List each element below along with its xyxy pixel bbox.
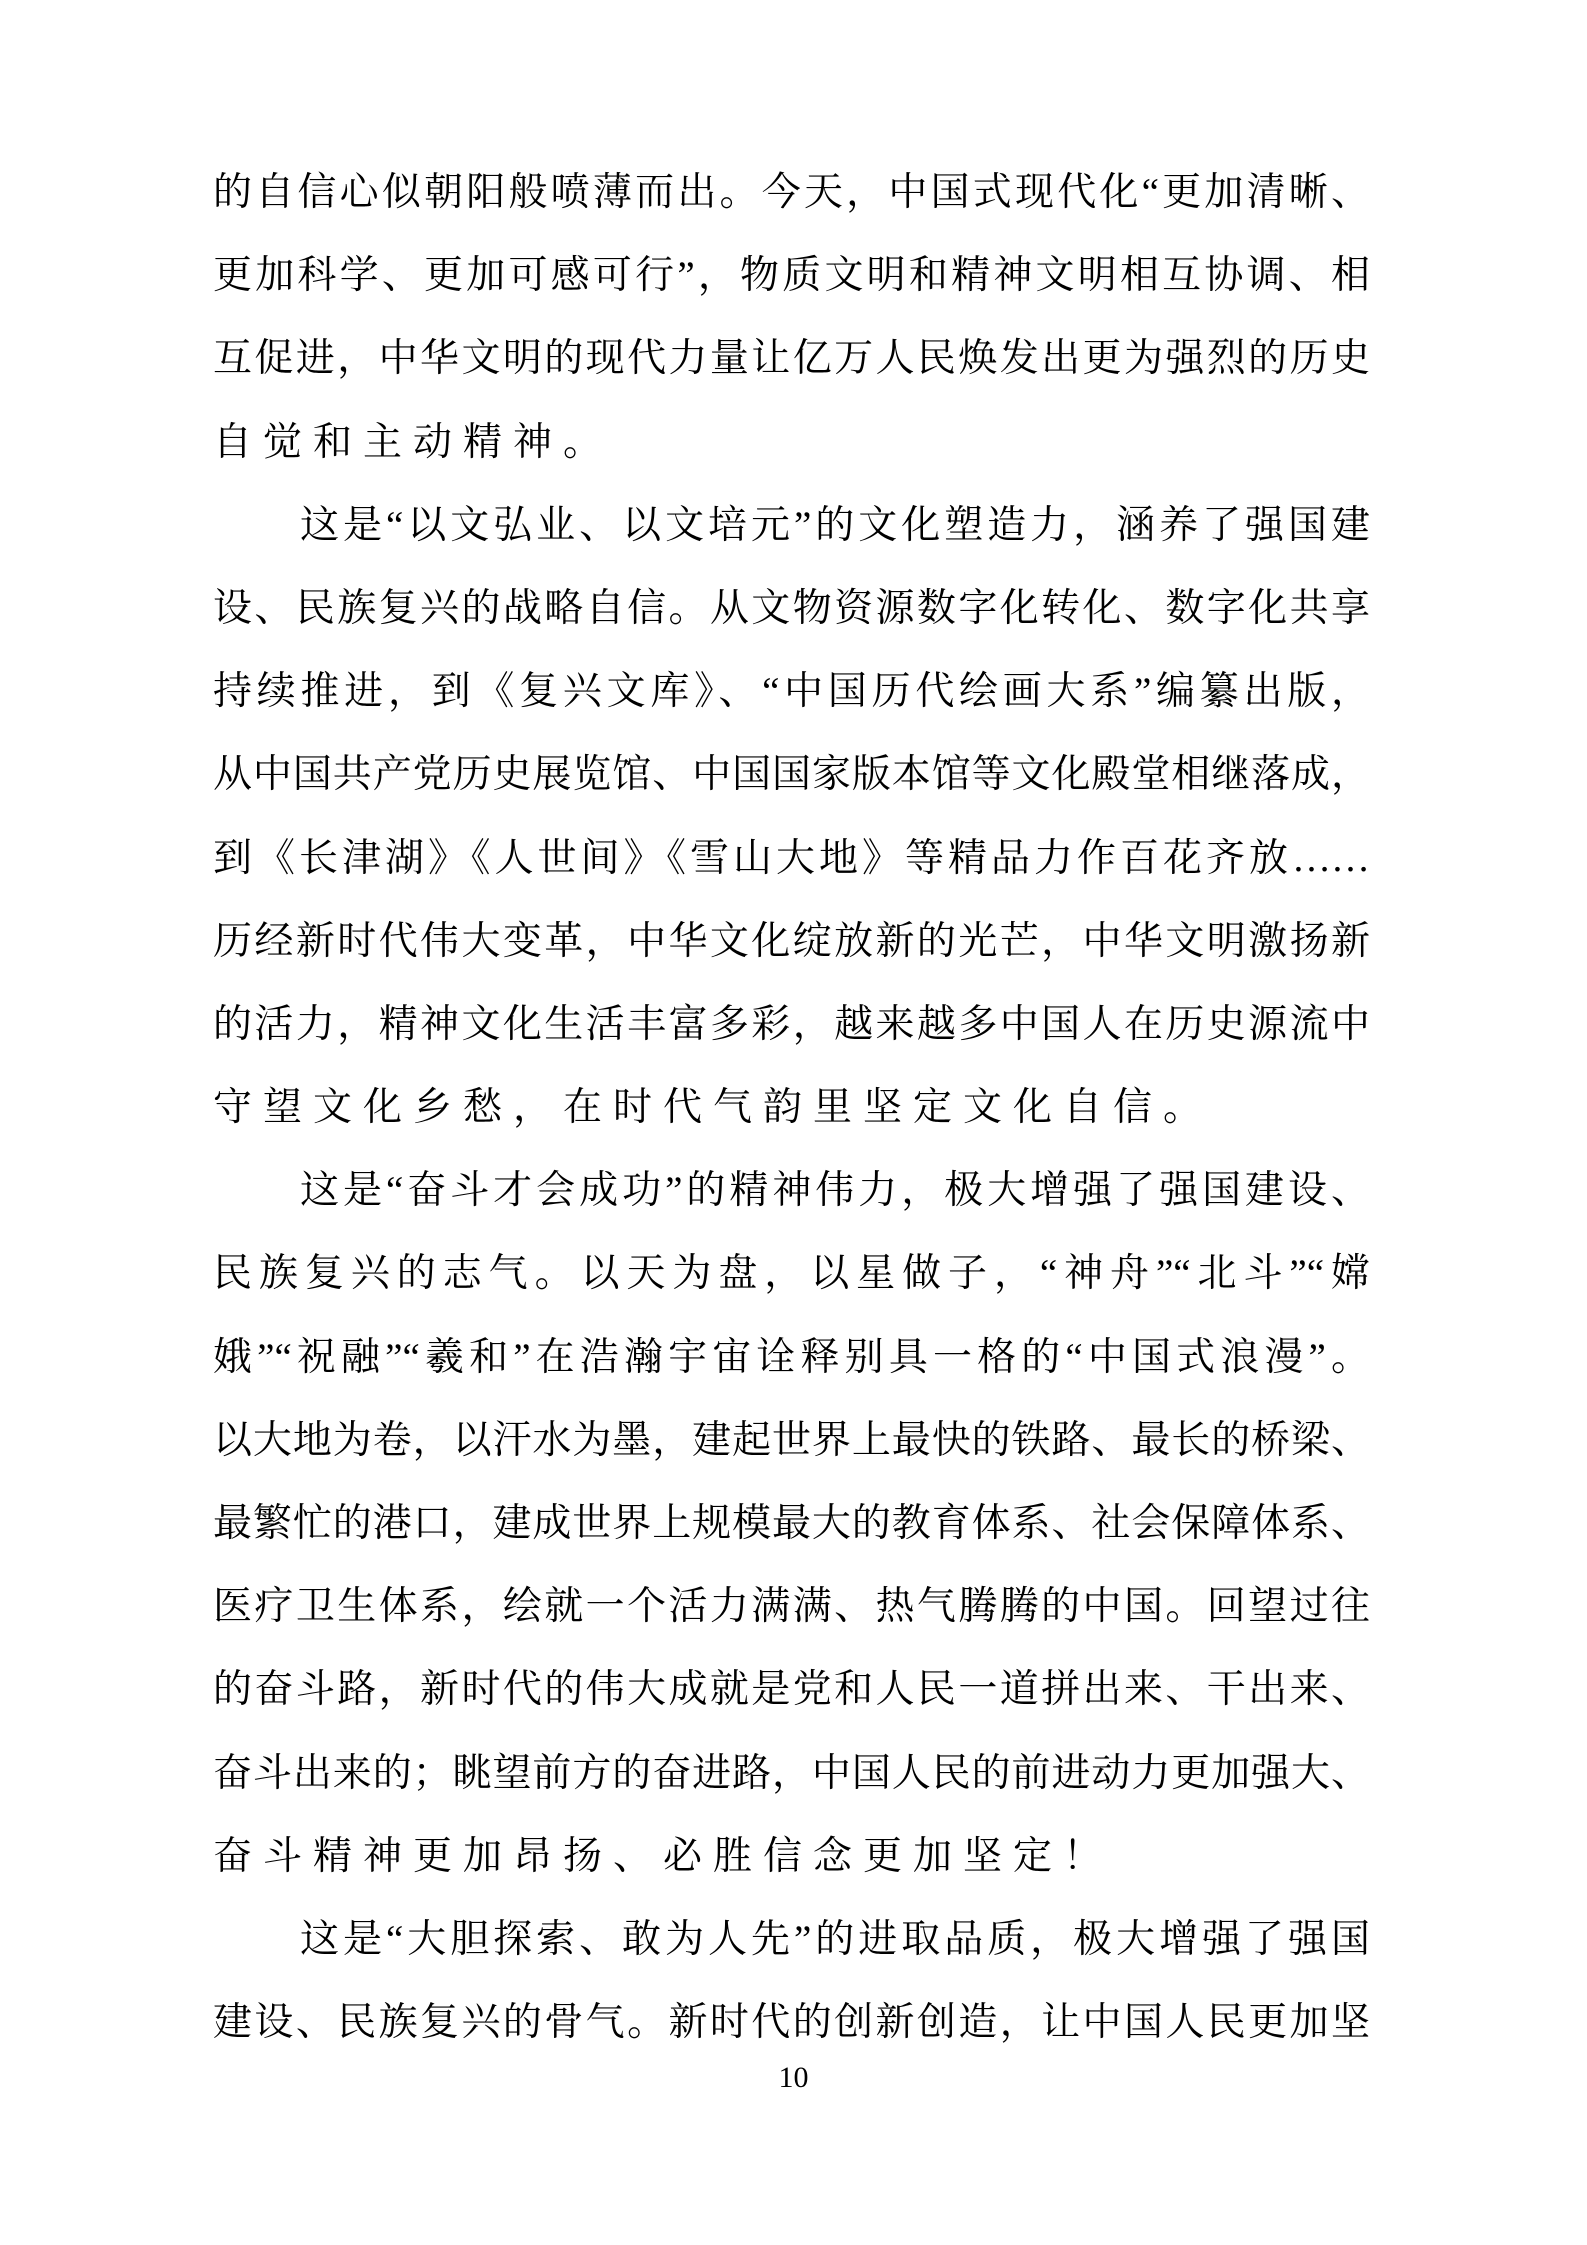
text-line: 奋斗精神更加昂扬、必胜信念更加坚定！ xyxy=(213,1834,1114,1878)
text-line: 的自信心似朝阳般喷薄而出。今天，中国式现代化“更加清晰、 xyxy=(213,171,1370,214)
text-line: 从中国共产党历史展览馆、中国国家版本馆等文化殿堂相继落成， xyxy=(213,753,1370,797)
text-line: 最繁忙的港口，建成世界上规模最大的教育体系、社会保障体系、 xyxy=(213,1502,1370,1545)
page-number: 10 xyxy=(778,2061,809,2094)
text-line: 设、民族复兴的战略自信。从文物资源数字化转化、数字化共享 xyxy=(213,586,1370,630)
text-line: 娥”“祝融”“羲和”在浩瀚宇宙诠释别具一格的“中国式浪漫”。 xyxy=(213,1335,1370,1379)
text-line: 建设、民族复兴的骨气。新时代的创新创造，让中国人民更加坚 xyxy=(213,2001,1370,2045)
text-line: 奋斗出来的；眺望前方的奋进路，中国人民的前进动力更加强大、 xyxy=(213,1751,1370,1795)
text-line: 到《长津湖》《人世间》《雪山大地》等精品力作百花齐放…… xyxy=(213,836,1370,880)
text-line: 的活力，精神文化生活丰富多彩，越来越多中国人在历史源流中 xyxy=(213,1002,1370,1046)
document-body xyxy=(213,151,1370,2064)
text-line: 更加科学、更加可感可行”，物质文明和精神文明相互协调、相 xyxy=(213,254,1370,298)
text-line: 医疗卫生体系，绘就一个活力满满、热气腾腾的中国。回望过往 xyxy=(213,1585,1370,1629)
text-line: 自觉和主动精神。 xyxy=(213,420,614,464)
text-line: 守望文化乡愁，在时代气韵里坚定文化自信。 xyxy=(213,1086,1214,1130)
text-line: 历经新时代伟大变革，中华文化绽放新的光芒，中华文明激扬新 xyxy=(213,919,1370,963)
text-line: 互促进，中华文明的现代力量让亿万人民焕发出更为强烈的历史 xyxy=(213,337,1370,381)
text-line: 这是“奋斗才会成功”的精神伟力，极大增强了强国建设、 xyxy=(300,1169,1370,1213)
text-line: 民族复兴的志气。以天为盘，以星做子，“神舟”“北斗”“嫦 xyxy=(213,1252,1370,1296)
text-line: 的奋斗路，新时代的伟大成就是党和人民一道拼出来、干出来、 xyxy=(213,1668,1370,1712)
text-line: 这是“以文弘业、以文培元”的文化塑造力，涵养了强国建 xyxy=(300,503,1370,547)
text-line: 以大地为卷，以汗水为墨，建起世界上最快的铁路、最长的桥梁、 xyxy=(213,1418,1370,1462)
text-line: 这是“大胆探索、敢为人先”的进取品质，极大增强了强国 xyxy=(300,1917,1370,1961)
text-line: 持续推进，到《复兴文库》、“中国历代绘画大系”编纂出版， xyxy=(213,670,1370,714)
